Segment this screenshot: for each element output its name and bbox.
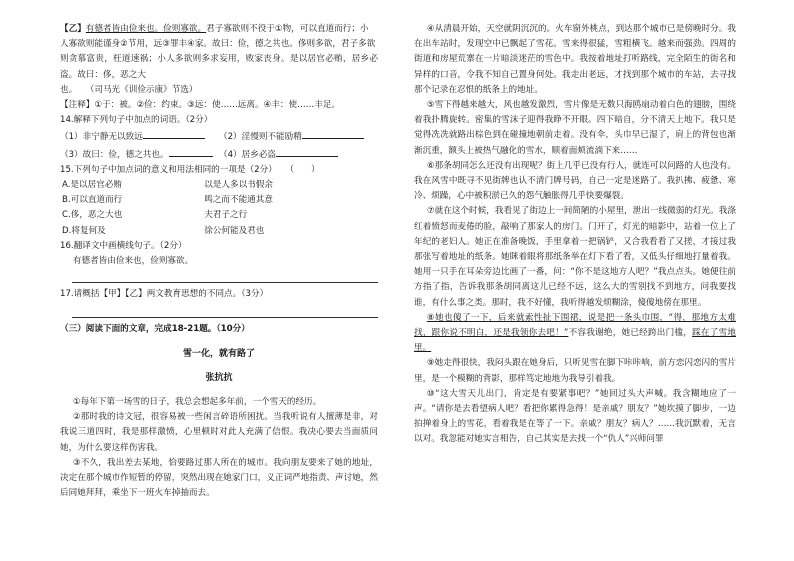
article-author: 张抗抗 <box>205 372 233 383</box>
q15-option-b[interactable] <box>60 193 378 208</box>
right-column <box>414 22 736 448</box>
answer-blank[interactable] <box>302 128 364 139</box>
question-17-label: 17.请概括【甲】【乙】两文教育思想的不同点。（3分） <box>60 289 269 300</box>
passage-b-label: 【乙】 <box>60 24 86 34</box>
question-16-sentence: 有德者皆由俭来也，俭则寡欲。 <box>72 256 194 267</box>
article-paragraph-9: ⑨她走得很快，我闷头跟在她身后，只听见雪在脚下咔咔响，前方恋闪恋闪的雪片里，是一个模糊的背影，那样笃定地地为我导引着我。 <box>414 358 736 384</box>
article-paragraph-10: ⑩“这大雪天儿出门，肯定是有要紧事吧？”她回过头大声喊。我含糊地应了一声。“请你是去看望病人吧？看把你累得急得！是亲戚？朋友？”她坎摸了脚步，一边拍掸着身上的雪花，看着我是在等了一下。亲戚？朋友？病人？……我沉默着，无言以对。我忽能对她实言相告，自己其实是去找一个“仇人”兴师问罪 <box>414 388 736 445</box>
option-right: 夫君子之行 <box>204 210 248 221</box>
option-right: 徐公何能及君也 <box>204 225 265 236</box>
passage-b-underlined-sentence: 有德者皆由俭来也。俭则寡欲。 <box>85 24 207 34</box>
passage-b-source: 也。 （司马光《训俭示康》节选） <box>60 84 198 95</box>
section-3-header: （三）阅读下面的文章，完成18-21题。（10分） <box>60 324 250 335</box>
paragraph-text: 不容我谢绝，她已经跨出门槛， <box>568 328 693 339</box>
answer-line[interactable] <box>72 269 378 283</box>
question-16-label: 16.翻译文中画横线句子。（2分） <box>60 240 187 251</box>
annotation-notes: 【注释】①于：被。②俭：约束。③远：使……远离。④丰：使……丰足。 <box>60 100 341 111</box>
option-right: 以是人多以书假余 <box>204 180 273 191</box>
q14-item-4: （4）居乡必盗 <box>219 146 378 163</box>
answer-blank[interactable] <box>169 146 213 157</box>
option-left: D.将复何及 <box>62 225 106 236</box>
passage-b-line-3: 则贪慕富贵，枉道速祸；小人多欲则多求妄用，败家丧身。是以居官必贿，居乡必盗。故曰：侈，恶之大 <box>60 54 378 80</box>
q15-option-a[interactable] <box>60 178 378 193</box>
article-paragraph-4: ④从清晨开始，天空就阴沉沉的。火车窗外桃点，到达那个城市已是傍晚时分。我在出车站时，发现空中已飘起了雪花。雪来得很猛，雪粗横飞。越来而强劲。四周的街道和房屋荒寨在一片暗淡迷茫的雪色中。我按着地址打听路线，完全陌生的街名和异样的口音，令我不知自己置身何处。我走出老远，才找到那个城市的车站，去寻找那个记录在忍恨的纸条上的地址。 <box>414 24 736 95</box>
q15-option-c[interactable] <box>60 208 378 223</box>
option-left: B.可以直道而行 <box>62 195 123 206</box>
article-paragraph-3: ③不久，我出差去某地，恰要路过那人所在的城市。我向朋友要来了她的地址，决定在那个城市作短暂的停留，突然出现在她家门口，义正词严地指责、声讨她，然后同她拜拜，乘坐下一班火车掉抽而去。 <box>60 457 378 499</box>
article-paragraph-8 <box>414 311 736 357</box>
passage-b-text: 君子寡欲则不役于①物，可以直道而行；小 <box>206 24 369 34</box>
article-paragraph-6: ⑥那条胡同怎么还没有出现呢？街上几乎已没有行人，就连可以问路的人也没有。我在风雪中既寻不见街牌也认不清门牌号码，自己一定是迷路了。我扒拂、疲惫、寒冷、烦躁，心中被积淤已久的怨气触胀得几乎快要爆裂。 <box>414 160 736 202</box>
passage-b-line-2: 人寡欲则能谨身②节用，远③罪丰④家。故曰：俭，德之共也。侈则多欲，君子多欲 <box>60 39 376 50</box>
question-14-label: 14.解释下列句子中加点的词语。（2分） <box>60 115 213 126</box>
underlined-sentence: 地里。 <box>414 328 736 354</box>
article-paragraph-7: ⑦就在这个时候，我看见了街边上一间简陋的小屋里，泄出一线微弱的灯光。我涤红着愤怒而麦倦的脸，敲响了那家人的房门。门开了，灯光的暗影中，站着一位上了年纪的老妇人。她正在准备晚饭，手里拿着一把锅铲，又合我看看了又搓，才接过我那张写着地址的纸条。她眯着眼将那纸条举在灯下看了看，又低头仔细地打量着我。她用一只手在耳朵旁边比画了一番，问：“你不是这地方人吧？”我点点头。她便往前方指了指，告诉我那条胡同离这儿已经不远，这么大的雪别找不到地方，问我要找谁，有什么事之类。那时，我不好懂，我听得越发烦糊涂，傻傻地傍在那里。 <box>414 206 736 308</box>
passage-b-line-1 <box>60 22 378 37</box>
option-right: 鸣之而不能通其意 <box>204 195 273 206</box>
question-14-row-2 <box>60 146 378 163</box>
answer-blank[interactable] <box>276 146 338 157</box>
underlined-sentence: ⑧她也傻了一下，后来就索性扯下围裙，说是把一条头巾围，“得，那地方太难 <box>426 312 736 323</box>
answer-line[interactable] <box>72 304 378 318</box>
q15-option-d[interactable] <box>60 224 378 239</box>
underlined-sentence: 踩在了雪 <box>692 328 728 339</box>
article-paragraph-5: ⑤雪下得越来越大，风也越发激烈，雪片像是无数只海鸥扇动着白色的翅膀，围绕着我扑腾旋转。密集的雪沫子迎得我睁不开眼。四下暗自，分不清天上地下。我只是觉得冼冼就路出棕色到在碰撞地朝前走着。没有伞，头巾早已湿了，肩上的背包也渐渐沉重，额头上被热气融化的雪水，顺着面颊流淌下来…… <box>414 100 736 156</box>
article-paragraph-1: ①每年下第一场雪的日子，我总会想起多年前，一个雪天的经历。 <box>72 397 322 408</box>
q14-item-1: （1）非宁静无以致远 <box>60 128 219 145</box>
article-title: 雪一化，就有路了 <box>182 348 255 359</box>
q14-item-2: （2）淫慢则不能励精 <box>219 128 378 145</box>
answer-blank[interactable] <box>143 128 205 139</box>
underlined-sentence: 找，跟你说不明白，还是我领你去吧！” <box>414 328 569 339</box>
article-paragraph-2: ②那时我的诗文冠，很容易被一些闲言碎语所困扰。当我听说有人擅薄是非，对我说三道四时，我是那样激愤，心里顿时对此人充满了信恨。我决心要去当面质问她，为什么要这样伤害我。 <box>60 412 378 453</box>
question-14-row-1 <box>60 128 378 145</box>
left-column <box>60 22 378 501</box>
option-left: C.侈，恶之大也 <box>62 210 123 221</box>
question-15-label: 15.下列句子中加点词的意义和用法相同的一项是（2分） （ ） <box>60 164 320 175</box>
q14-item-3: （3）故曰：俭，德之共也。 <box>60 146 219 163</box>
option-left: A.是以居官必贿 <box>62 180 123 191</box>
